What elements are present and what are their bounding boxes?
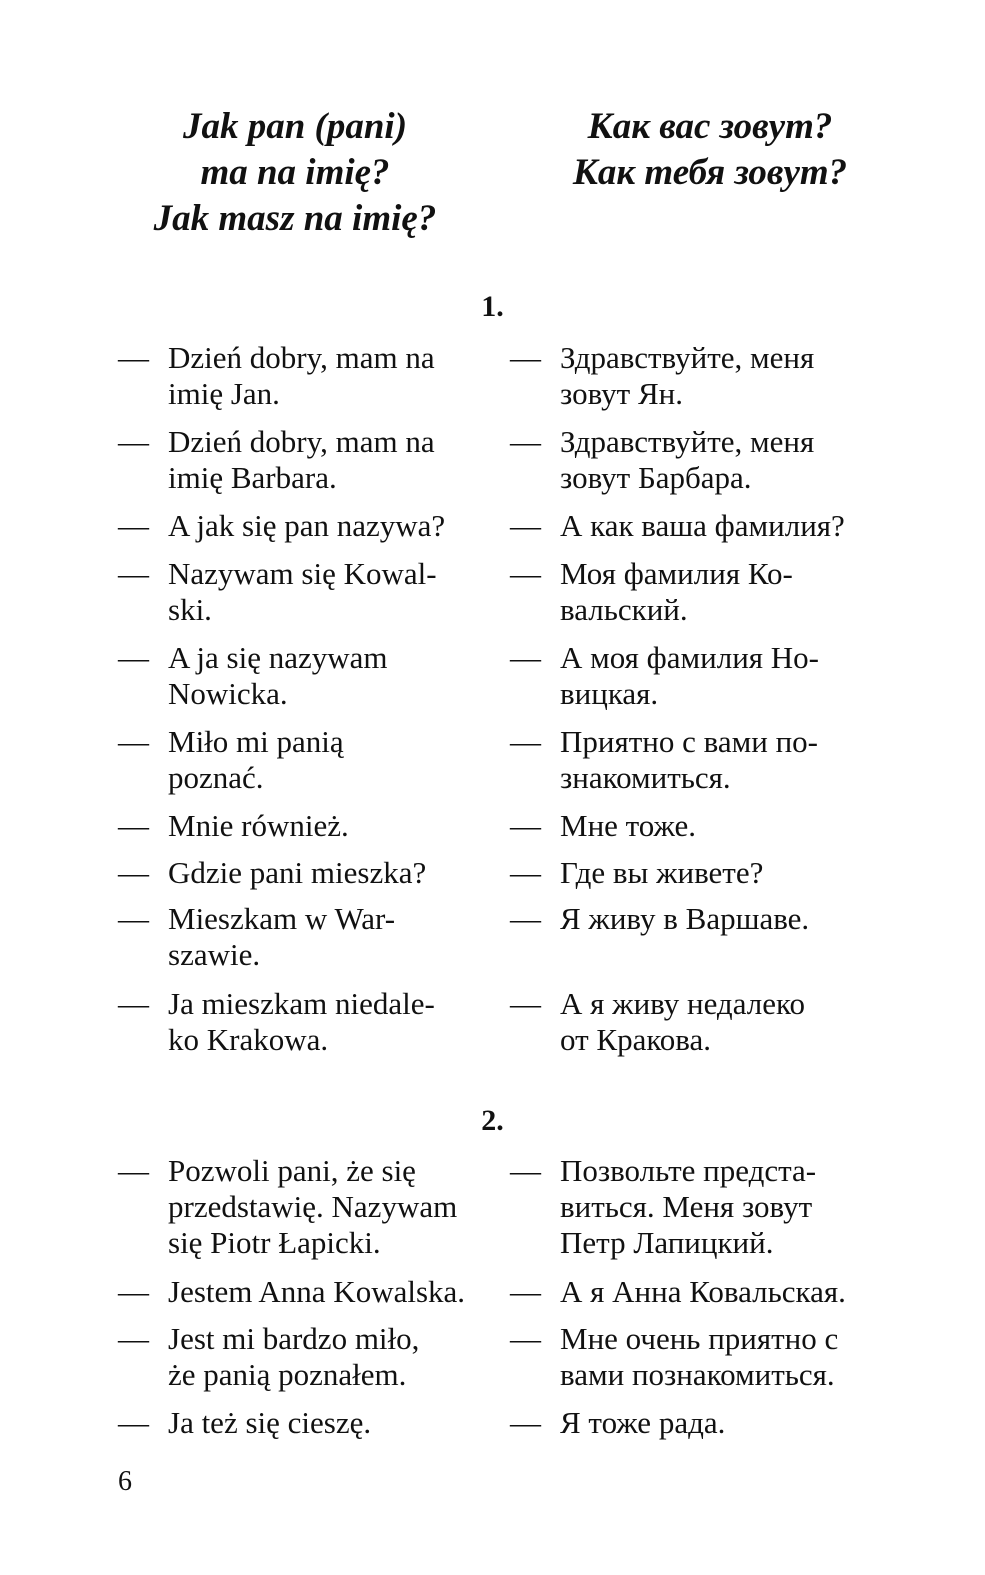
polish-text xyxy=(168,855,488,891)
text-line: Gdzie pani mieszka? xyxy=(168,855,427,890)
text-line: się Piotr Łapicki. xyxy=(168,1225,381,1260)
text-line: szawie. xyxy=(168,937,261,972)
text-line: Где вы живете? xyxy=(560,855,764,890)
dash-mark: — xyxy=(118,340,149,375)
russian-text xyxy=(560,1153,890,1261)
polish-text xyxy=(168,724,488,796)
text-line: Jest mi bardzo miło, xyxy=(168,1321,420,1356)
dash-mark: — xyxy=(510,1405,541,1440)
dash-mark: — xyxy=(118,986,149,1021)
russian-text xyxy=(560,986,890,1058)
dash-mark: — xyxy=(510,855,541,890)
text-line: Здравствуйте, меня xyxy=(560,340,815,375)
polish-text xyxy=(168,901,488,973)
title-polish xyxy=(110,104,480,242)
russian-text xyxy=(560,1405,890,1441)
dash-mark: — xyxy=(510,640,541,675)
polish-text xyxy=(168,340,488,412)
text-line: A ja się nazywam xyxy=(168,640,388,675)
text-line: зовут Барбара. xyxy=(560,460,752,495)
text-line: Ja też się cieszę. xyxy=(168,1405,372,1440)
dash-mark: — xyxy=(118,855,149,890)
dash-mark: — xyxy=(118,808,149,843)
text-line: Pozwoli pani, że się xyxy=(168,1153,416,1188)
text-line: przedstawię. Nazywam xyxy=(168,1189,458,1224)
text-line: Dzień dobry, mam na xyxy=(168,424,435,459)
dash-mark: — xyxy=(118,724,149,759)
dash-mark: — xyxy=(118,901,149,936)
polish-text xyxy=(168,986,488,1058)
polish-text xyxy=(168,1274,488,1310)
russian-text xyxy=(560,640,890,712)
text-line: Приятно с вами по- xyxy=(560,724,818,759)
dash-mark: — xyxy=(510,556,541,591)
text-line: Jestem Anna Kowalska. xyxy=(168,1274,466,1309)
text-line: ski. xyxy=(168,592,212,627)
text-line: А я Анна Ковальская. xyxy=(560,1274,846,1309)
text-line: зовут Ян. xyxy=(560,376,683,411)
polish-text xyxy=(168,1153,488,1261)
dash-mark: — xyxy=(510,508,541,543)
polish-text xyxy=(168,508,488,544)
dash-mark: — xyxy=(118,1153,149,1188)
text-line: вальский. xyxy=(560,592,688,627)
text-line: imię Jan. xyxy=(168,376,280,411)
text-line: Miło mi panią xyxy=(168,724,344,759)
title-polish-line: Jak pan (pani) xyxy=(182,106,408,147)
polish-text xyxy=(168,424,488,496)
text-line: Mnie również. xyxy=(168,808,349,843)
dash-mark: — xyxy=(510,1321,541,1356)
text-line: А как ваша фамилия? xyxy=(560,508,845,543)
dash-mark: — xyxy=(510,1153,541,1188)
dash-mark: — xyxy=(510,424,541,459)
polish-text xyxy=(168,556,488,628)
russian-text xyxy=(560,424,890,496)
title-polish-line: ma na imię? xyxy=(200,152,390,193)
text-line: Dzień dobry, mam na xyxy=(168,340,435,375)
polish-text xyxy=(168,1405,488,1441)
russian-text xyxy=(560,340,890,412)
text-line: А моя фамилия Но- xyxy=(560,640,820,675)
title-russian-line: Как тебя зовут? xyxy=(572,152,848,193)
polish-text xyxy=(168,1321,488,1393)
polish-text xyxy=(168,640,488,712)
dash-mark: — xyxy=(118,556,149,591)
dash-mark: — xyxy=(510,986,541,1021)
text-line: Я живу в Варшаве. xyxy=(560,901,810,936)
text-line: Здравствуйте, меня xyxy=(560,424,815,459)
russian-text xyxy=(560,1321,890,1393)
text-line: А я живу недалеко xyxy=(560,986,805,1021)
russian-text xyxy=(560,901,890,937)
russian-text xyxy=(560,724,890,796)
text-line: знакомиться. xyxy=(560,760,731,795)
russian-text xyxy=(560,508,890,544)
russian-text xyxy=(560,855,890,891)
section-number: 2. xyxy=(481,1104,504,1137)
dash-mark: — xyxy=(118,1274,149,1309)
text-line: ko Krakowa. xyxy=(168,1022,329,1057)
text-line: Петр Лапицкий. xyxy=(560,1225,774,1260)
text-line: Nazywam się Kowal- xyxy=(168,556,437,591)
dash-mark: — xyxy=(510,724,541,759)
title-polish-line: Jak masz na imię? xyxy=(153,198,437,239)
polish-text xyxy=(168,808,488,844)
text-line: Позвольте предста- xyxy=(560,1153,817,1188)
section-number: 1. xyxy=(481,290,504,323)
text-line: от Кракова. xyxy=(560,1022,712,1057)
text-line: вицкая. xyxy=(560,676,659,711)
russian-text xyxy=(560,556,890,628)
dash-mark: — xyxy=(510,1274,541,1309)
text-line: imię Barbara. xyxy=(168,460,337,495)
text-line: Я тоже рада. xyxy=(560,1405,726,1440)
text-line: Моя фамилия Ко- xyxy=(560,556,793,591)
dash-mark: — xyxy=(118,1321,149,1356)
text-line: Mieszkam w War- xyxy=(168,901,396,936)
text-line: że panią poznałem. xyxy=(168,1357,407,1392)
text-line: A jak się pan nazywa? xyxy=(168,508,446,543)
text-line: Мне очень приятно с xyxy=(560,1321,839,1356)
title-russian xyxy=(520,104,900,196)
dash-mark: — xyxy=(118,640,149,675)
title-russian-line: Как вас зовут? xyxy=(587,106,833,147)
dash-mark: — xyxy=(118,1405,149,1440)
russian-text xyxy=(560,808,890,844)
dash-mark: — xyxy=(118,424,149,459)
dash-mark: — xyxy=(118,508,149,543)
dash-mark: — xyxy=(510,340,541,375)
text-line: виться. Меня зовут xyxy=(560,1189,813,1224)
text-line: Мне тоже. xyxy=(560,808,697,843)
text-line: Ja mieszkam niedale- xyxy=(168,986,435,1021)
text-line: poznać. xyxy=(168,760,264,795)
page-number: 6 xyxy=(118,1466,132,1497)
text-line: Nowicka. xyxy=(168,676,288,711)
dash-mark: — xyxy=(510,808,541,843)
russian-text xyxy=(560,1274,890,1310)
text-line: вами познакомиться. xyxy=(560,1357,835,1392)
dash-mark: — xyxy=(510,901,541,936)
